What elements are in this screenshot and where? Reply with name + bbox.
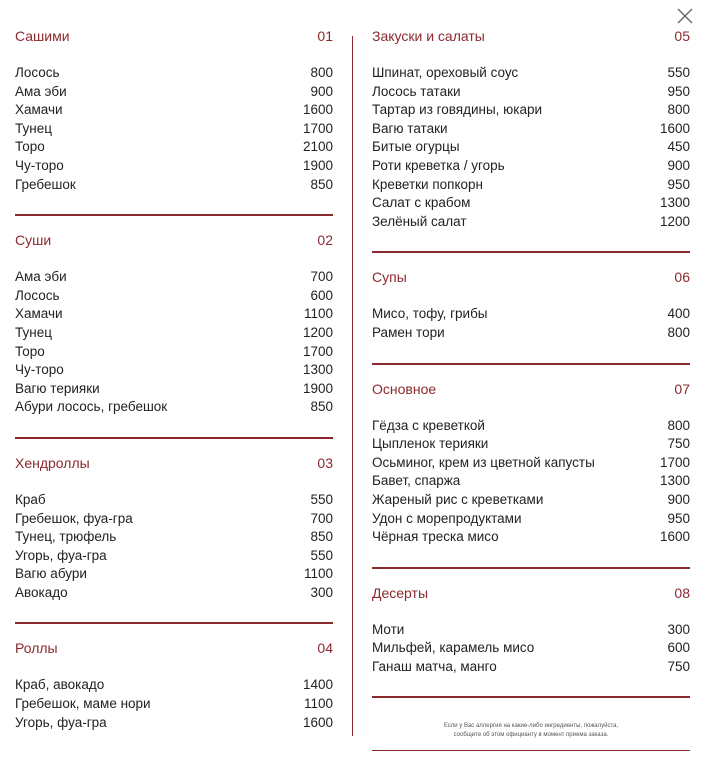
item-price: 850 — [310, 529, 333, 545]
item-name: Бавет, спаржа — [372, 473, 461, 489]
section-title: Супы — [372, 269, 407, 286]
item-price: 600 — [667, 640, 690, 656]
menu-item — [15, 305, 333, 324]
section-number: 03 — [317, 454, 333, 471]
item-price: 800 — [310, 65, 333, 80]
item-name: Лосось — [15, 65, 60, 80]
section-header — [372, 585, 690, 607]
item-price: 400 — [667, 306, 690, 322]
item-name: Тартар из говядины, юкари — [372, 102, 543, 118]
section-rolls — [15, 640, 333, 732]
item-name: Салат с крабом — [372, 195, 471, 211]
menu-item — [15, 398, 333, 417]
menu-item — [372, 157, 690, 176]
menu-column-left — [15, 28, 333, 732]
menu-item — [15, 547, 333, 566]
item-name: Лосось — [15, 287, 60, 303]
section-number: 07 — [674, 380, 690, 397]
item-name: Лосось татаки — [372, 83, 461, 99]
section-header — [372, 381, 690, 403]
item-price: 1600 — [302, 102, 333, 118]
item-name: Чу-торо — [15, 362, 64, 378]
section-sushi — [15, 232, 333, 439]
menu-item — [15, 676, 333, 695]
item-list — [15, 268, 333, 417]
item-name: Авокадо — [15, 584, 68, 600]
section-appetizers-salads — [372, 28, 690, 253]
menu-item — [15, 565, 333, 584]
menu-item — [15, 714, 333, 733]
item-name: Осьминог, крем из цветной капусты — [372, 454, 595, 470]
section-desserts — [372, 585, 690, 699]
section-number: 04 — [317, 640, 333, 657]
menu-item — [372, 491, 690, 510]
menu-item — [372, 621, 690, 640]
item-price: 1300 — [659, 473, 690, 489]
item-name: Удон с морепродуктами — [372, 510, 522, 526]
item-name: Рамен тори — [372, 324, 445, 340]
item-list — [15, 676, 333, 732]
menu-item — [15, 510, 333, 529]
menu-item — [15, 83, 333, 102]
item-name: Креветки попкорн — [372, 176, 483, 192]
menu-item — [15, 120, 333, 139]
item-price: 550 — [310, 547, 333, 563]
menu-item — [372, 213, 690, 232]
item-list — [372, 621, 690, 677]
item-price: 700 — [310, 510, 333, 526]
item-price: 1200 — [659, 213, 690, 229]
section-title: Десерты — [372, 584, 429, 601]
menu-item — [372, 454, 690, 473]
item-name: Мильфей, карамель мисо — [372, 640, 535, 656]
item-name: Гребешок, фуа-гра — [15, 510, 133, 526]
menu-item — [372, 83, 690, 102]
item-price: 1900 — [302, 157, 333, 173]
item-name: Мисо, тофу, грибы — [372, 306, 488, 322]
section-sashimi — [15, 28, 333, 216]
item-price: 1100 — [303, 696, 333, 712]
section-number: 06 — [674, 269, 690, 286]
menu-item — [372, 639, 690, 658]
item-name: Угорь, фуа-гра — [15, 547, 107, 563]
item-name: Цыпленок терияки — [372, 436, 489, 452]
item-price: 1900 — [302, 380, 333, 396]
menu-item — [372, 176, 690, 195]
close-button[interactable] — [675, 6, 695, 26]
item-price: 800 — [667, 102, 690, 118]
item-price: 1300 — [659, 195, 690, 211]
menu-item — [372, 305, 690, 324]
section-divider — [15, 214, 333, 216]
item-name: Хамачи — [15, 306, 63, 322]
allergy-note — [372, 714, 690, 750]
menu-item — [372, 194, 690, 213]
item-price: 900 — [310, 83, 333, 99]
item-name: Чёрная треска мисо — [372, 529, 499, 545]
item-price: 450 — [667, 139, 690, 155]
menu-item — [372, 64, 690, 83]
menu-item — [15, 528, 333, 547]
menu-item — [15, 287, 333, 306]
item-price: 750 — [667, 436, 690, 452]
item-name: Краб, авокадо — [15, 677, 105, 693]
item-price: 1600 — [302, 714, 333, 730]
item-price: 1700 — [302, 120, 333, 136]
section-divider — [372, 251, 690, 253]
menu-item — [15, 491, 333, 510]
item-name: Чу-торо — [15, 157, 64, 173]
section-title: Суши — [15, 232, 52, 249]
item-name: Вагю татаки — [372, 120, 448, 136]
item-list — [372, 64, 690, 231]
close-icon — [675, 6, 695, 26]
item-price: 1100 — [303, 306, 333, 322]
item-name: Тунец, трюфель — [15, 529, 117, 545]
item-price: 1400 — [302, 677, 333, 693]
item-price: 300 — [310, 584, 333, 600]
item-name: Краб — [15, 491, 46, 507]
item-price: 800 — [667, 324, 690, 340]
menu-item — [372, 324, 690, 343]
section-header — [372, 269, 690, 291]
section-header — [15, 232, 333, 254]
item-name: Хамачи — [15, 102, 63, 118]
section-title: Закуски и салаты — [372, 28, 485, 44]
menu-item — [372, 472, 690, 491]
item-name: Шпинат, ореховый соус — [372, 65, 519, 80]
item-price: 900 — [667, 491, 690, 507]
section-number: 02 — [317, 232, 333, 249]
item-price: 1700 — [302, 343, 333, 359]
allergy-note-line: сообщите об этом официанту в момент приема заказа. — [453, 732, 609, 739]
item-list — [15, 491, 333, 603]
item-name: Ама эби — [15, 269, 67, 285]
menu-item — [15, 584, 333, 603]
menu-item — [15, 695, 333, 714]
section-title: Роллы — [15, 640, 58, 657]
item-price: 1300 — [302, 362, 333, 378]
item-name: Торо — [15, 139, 45, 155]
item-name: Зелёный салат — [372, 213, 467, 229]
item-price: 800 — [667, 417, 690, 433]
section-divider — [372, 363, 690, 365]
section-divider — [15, 437, 333, 439]
section-header — [15, 455, 333, 477]
menu-item — [372, 528, 690, 547]
menu-column-right — [372, 28, 690, 751]
menu-item — [15, 361, 333, 380]
item-price: 1700 — [659, 454, 690, 470]
item-price: 550 — [310, 491, 333, 507]
item-price: 1600 — [659, 529, 690, 545]
section-title: Хендроллы — [15, 454, 90, 471]
footer-divider — [372, 750, 690, 751]
item-price: 1600 — [659, 120, 690, 136]
item-price: 950 — [667, 510, 690, 526]
menu-item — [15, 157, 333, 176]
item-list — [15, 64, 333, 194]
section-divider — [15, 622, 333, 624]
item-name: Битые огурцы — [372, 139, 460, 155]
section-soups — [372, 269, 690, 364]
menu-item — [15, 324, 333, 343]
menu-item — [372, 510, 690, 529]
menu-item — [372, 138, 690, 157]
section-header — [15, 640, 333, 662]
section-header — [15, 28, 333, 50]
item-price: 950 — [667, 176, 690, 192]
item-name: Тунец — [15, 120, 52, 136]
menu-item — [372, 658, 690, 677]
item-price: 900 — [667, 157, 690, 173]
item-name: Торо — [15, 343, 45, 359]
item-list — [372, 305, 690, 342]
menu-item — [15, 343, 333, 362]
menu-item — [372, 435, 690, 454]
menu-item — [15, 64, 333, 83]
item-name: Тунец — [15, 324, 52, 340]
item-price: 750 — [667, 658, 690, 674]
section-handrolls — [15, 455, 333, 625]
item-name: Роти креветка / угорь — [372, 157, 505, 173]
menu-item — [372, 120, 690, 139]
section-main — [372, 381, 690, 569]
item-price: 1200 — [302, 324, 333, 340]
menu-item — [15, 380, 333, 399]
item-name: Ганаш матча, манго — [372, 658, 497, 674]
item-list — [372, 417, 690, 547]
section-number: 01 — [317, 28, 333, 44]
item-name: Гёдза с креветкой — [372, 417, 485, 433]
menu-item — [15, 268, 333, 287]
menu-item — [372, 101, 690, 120]
menu-item — [15, 101, 333, 120]
section-number: 08 — [674, 584, 690, 601]
section-divider — [372, 567, 690, 569]
item-name: Вагю терияки — [15, 380, 100, 396]
item-name: Гребешок — [15, 176, 76, 192]
item-name: Моти — [372, 621, 405, 637]
item-name: Жареный рис с креветками — [372, 491, 544, 507]
item-name: Абури лосось, гребешок — [15, 399, 168, 415]
item-price: 1100 — [303, 566, 333, 582]
column-divider — [352, 36, 353, 736]
item-name: Ама эби — [15, 83, 67, 99]
item-price: 850 — [310, 399, 333, 415]
menu-item — [15, 176, 333, 195]
allergy-note-line: Если у Вас аллергия на какие-либо ингредиенты, пожалуйста, — [443, 723, 619, 730]
item-price: 950 — [667, 83, 690, 99]
item-price: 2100 — [302, 139, 333, 155]
item-price: 550 — [667, 65, 690, 80]
item-price: 850 — [310, 176, 333, 192]
menu-item — [372, 417, 690, 436]
section-title: Сашими — [15, 28, 70, 44]
menu-item — [15, 138, 333, 157]
section-header — [372, 28, 690, 50]
item-name: Гребешок, маме нори — [15, 696, 151, 712]
item-name: Вагю абури — [15, 566, 87, 582]
item-name: Угорь, фуа-гра — [15, 714, 107, 730]
section-title: Основное — [372, 380, 437, 397]
item-price: 300 — [667, 621, 690, 637]
section-divider — [372, 696, 690, 698]
item-price: 600 — [310, 287, 333, 303]
item-price: 700 — [310, 269, 333, 285]
section-number: 05 — [674, 28, 690, 44]
